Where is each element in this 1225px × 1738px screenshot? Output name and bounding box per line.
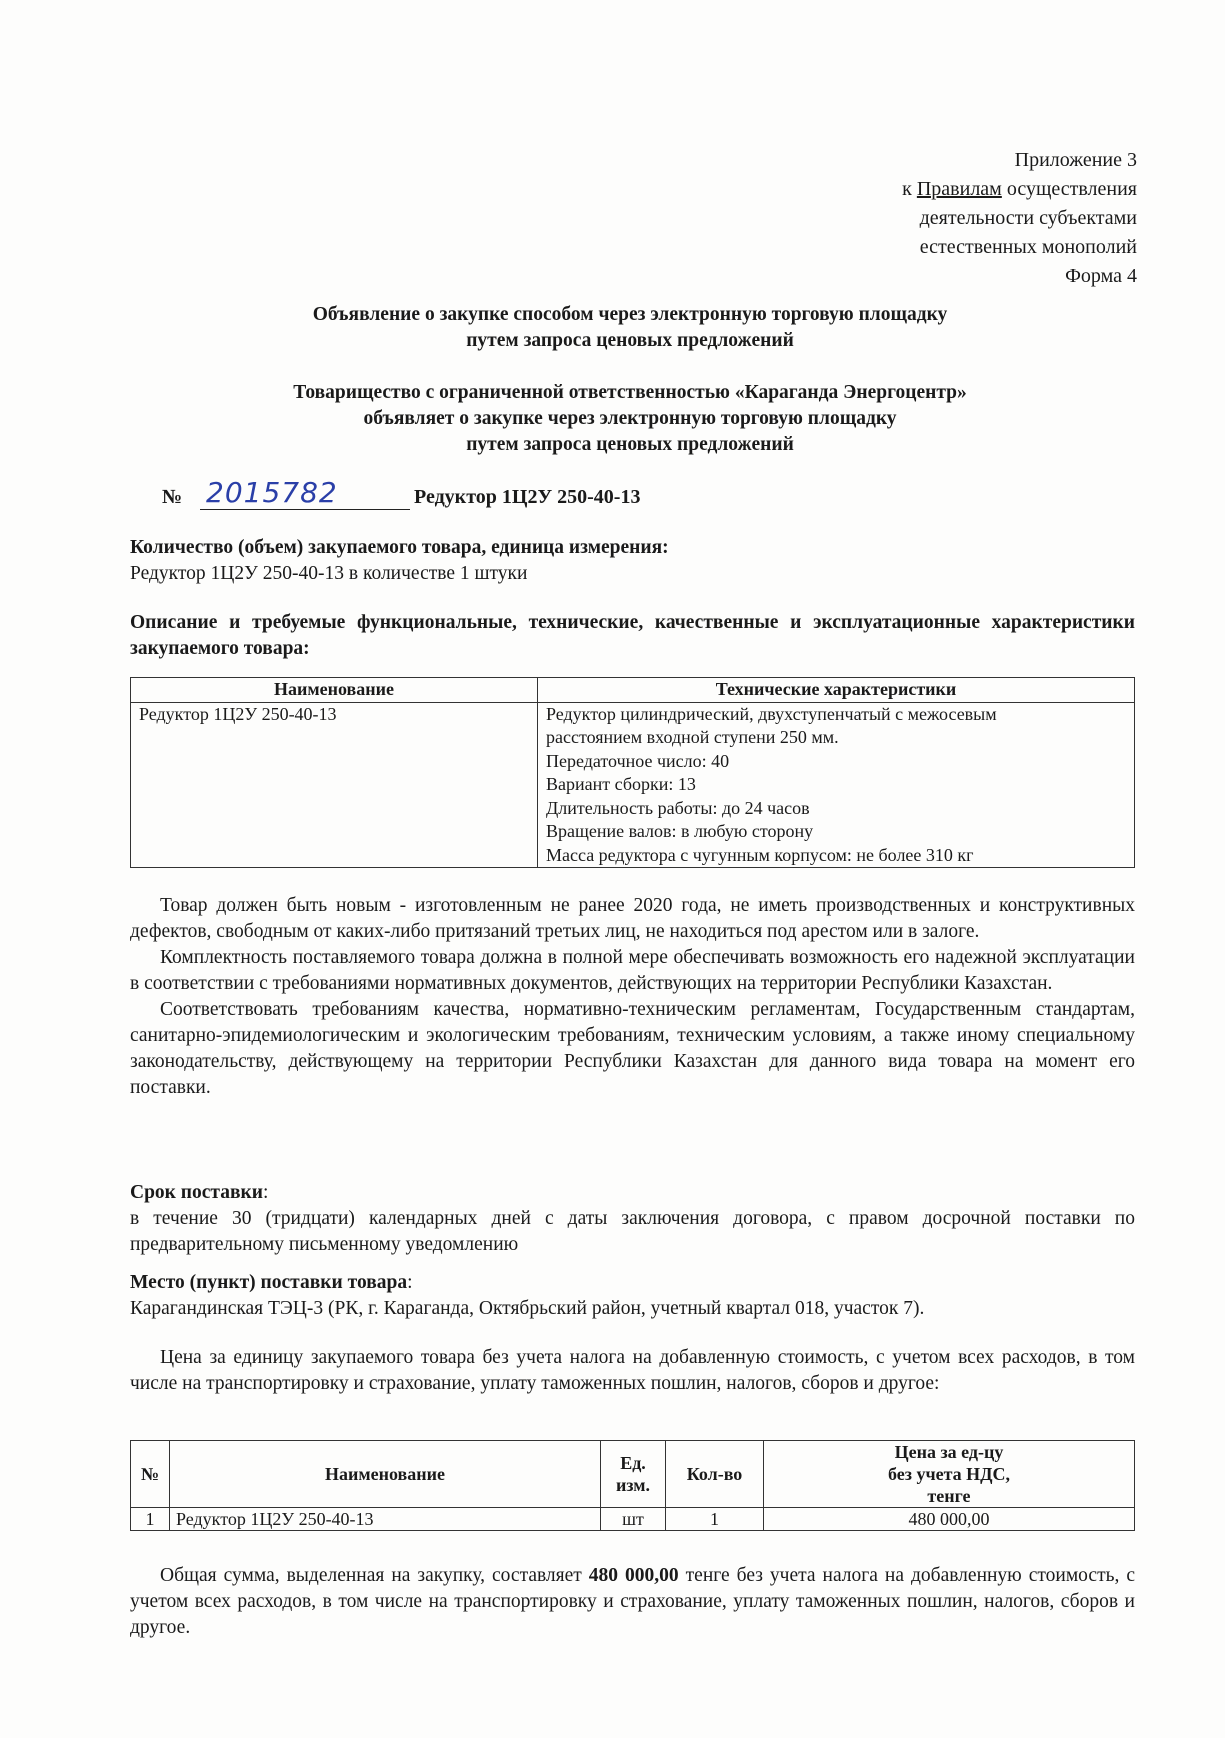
total-amount: 480 000,00 [588,1565,679,1586]
price-header-name: Наименование [170,1441,601,1508]
spec-line: Редуктор цилиндрический, двухступенчатый с межосевым [546,703,997,724]
price-table-header [131,1441,1135,1508]
quantity-value: Редуктор 1Ц2У 250-40-13 в количестве 1 штуки [130,563,528,584]
handwritten-number: 2015782 [200,476,410,510]
delivery-place-section [130,1270,1135,1322]
appendix-suffix: осуществления [1001,178,1137,200]
spec-item-characteristics [538,702,1135,868]
delivery-place-heading [130,1270,1135,1296]
description-label: Описание и требуемые функциональные, технические, качественные и эксплуатационные характеристики закупаемого товара: [130,612,1135,659]
appendix-header [902,146,1137,291]
heading-line-1: Объявление о закупке способом через электронную торговую площадку [312,304,948,325]
form-number: Форма 4 [1065,265,1137,287]
announcement-heading [130,302,1130,354]
unit-line-1: Ед. [620,1453,646,1473]
total-suffix: тенге без учета налога на добавленную стоимость, с учетом всех расходов, в том числе на транспортировку и страхование, уплату таможенных пошлин, налогов, сборов и другое. [130,1565,1136,1638]
appendix-number: Приложение 3 [1014,149,1137,171]
price-header-line-2: без учета НДС, [887,1464,1011,1484]
price-header-price [764,1441,1135,1508]
delivery-place-label: Место (пункт) поставки товара [130,1272,408,1293]
spec-line: расстоянием входной ступени 250 мм. [546,727,839,747]
organizer-line-3: путем запроса ценовых предложений [466,434,794,455]
delivery-place-value: Карагандинская ТЭЦ-3 (РК, г. Караганда, Октябрьский район, учетный квартал 018, участок 7). [130,1298,925,1319]
price-header-unit [601,1441,666,1508]
row-num: 1 [131,1508,170,1531]
organizer-heading [130,380,1130,458]
spec-line: Вращение валов: в любую сторону [546,821,814,841]
paragraph-new-goods: Товар должен быть новым - изготовленным не ранее 2020 года, не иметь производственных и конструктивных дефектов, свободным от каких-либо притязаний третьих лиц, не находиться под арестом или в залоге. [130,895,1135,942]
item-title: Редуктор 1Ц2У 250-40-13 [414,486,641,508]
spec-header-name: Наименование [131,678,538,703]
price-header-line-3: тенге [927,1486,971,1506]
rules-link[interactable]: Правилам [916,178,1002,200]
appendix-line-4: естественных монополий [919,236,1137,258]
row-unit: шт [601,1508,666,1531]
spec-line: Масса редуктора с чугунным корпусом: не более 310 кг [546,844,974,865]
total-prefix: Общая сумма, выделенная на закупку, составляет [160,1565,589,1586]
row-name: Редуктор 1Ц2У 250-40-13 [170,1508,601,1531]
delivery-term-colon: : [263,1182,269,1203]
appendix-prefix: к [902,178,917,200]
total-paragraph [130,1563,1135,1641]
appendix-line-3: деятельности субъектами [919,207,1137,229]
organizer-line-2: объявляет о закупке через электронную торговую площадку [363,408,897,429]
spec-header-characteristics: Технические характеристики [538,678,1135,703]
paragraph-compliance: Соответствовать требованиям качества, нормативно-техническим регламентам, Государственным стандартам, санитарно-эпидемиологическим и экологическим требованиям, техническим условиям, а также иному специальному законодательству, действующему на территории Республики Казахстан для данного вида товара на момент его поставки. [130,999,1135,1098]
price-header-line-1: Цена за ед-цу [894,1442,1004,1462]
spec-item-name: Редуктор 1Ц2У 250-40-13 [131,702,538,868]
quantity-section [130,535,1135,587]
unit-line-2: изм. [615,1475,651,1495]
requirements-section [130,893,1135,1101]
delivery-term-label: Срок поставки [130,1182,263,1203]
price-header-qty: Кол-во [666,1441,764,1508]
row-qty: 1 [666,1508,764,1531]
price-intro: Цена за единицу закупаемого товара без учета налога на добавленную стоимость, с учетом всех расходов, в том числе на транспортировку и страхование, уплату таможенных пошлин, налогов, сборов и другое: [130,1347,1135,1394]
quantity-label: Количество (объем) закупаемого товара, единица измерения: [130,537,669,558]
spec-table-row [131,702,1135,868]
organizer-line-1: Товарищество с ограниченной ответственностью «Караганда Энергоцентр» [293,382,967,403]
price-table-row [131,1508,1135,1531]
spec-line: Передаточное число: 40 [546,750,730,771]
paragraph-completeness: Комплектность поставляемого товара должна в полной мере обеспечивать возможность его надежной эксплуатации в соответствии с требованиями нормативных документов, действующих на территории Республики Казахстан. [130,947,1135,994]
delivery-place-colon: : [407,1272,413,1293]
heading-line-2: путем запроса ценовых предложений [466,330,794,351]
spec-table [130,677,1135,868]
row-price: 480 000,00 [764,1508,1135,1531]
delivery-term-value: в течение 30 (тридцати) календарных дней с даты заключения договора, с правом досрочной поставки по предварительному письменному уведомлению [130,1208,1135,1255]
delivery-term-heading [130,1180,1135,1206]
price-header-num: № [131,1441,170,1508]
delivery-term-section [130,1180,1135,1258]
spec-line: Длительность работы: до 24 часов [546,797,810,818]
spec-table-header [131,678,1135,703]
appendix-rules-line [902,175,1137,204]
number-sign: № [162,486,183,508]
spec-line: Вариант сборки: 13 [546,774,696,794]
price-table [130,1440,1135,1531]
